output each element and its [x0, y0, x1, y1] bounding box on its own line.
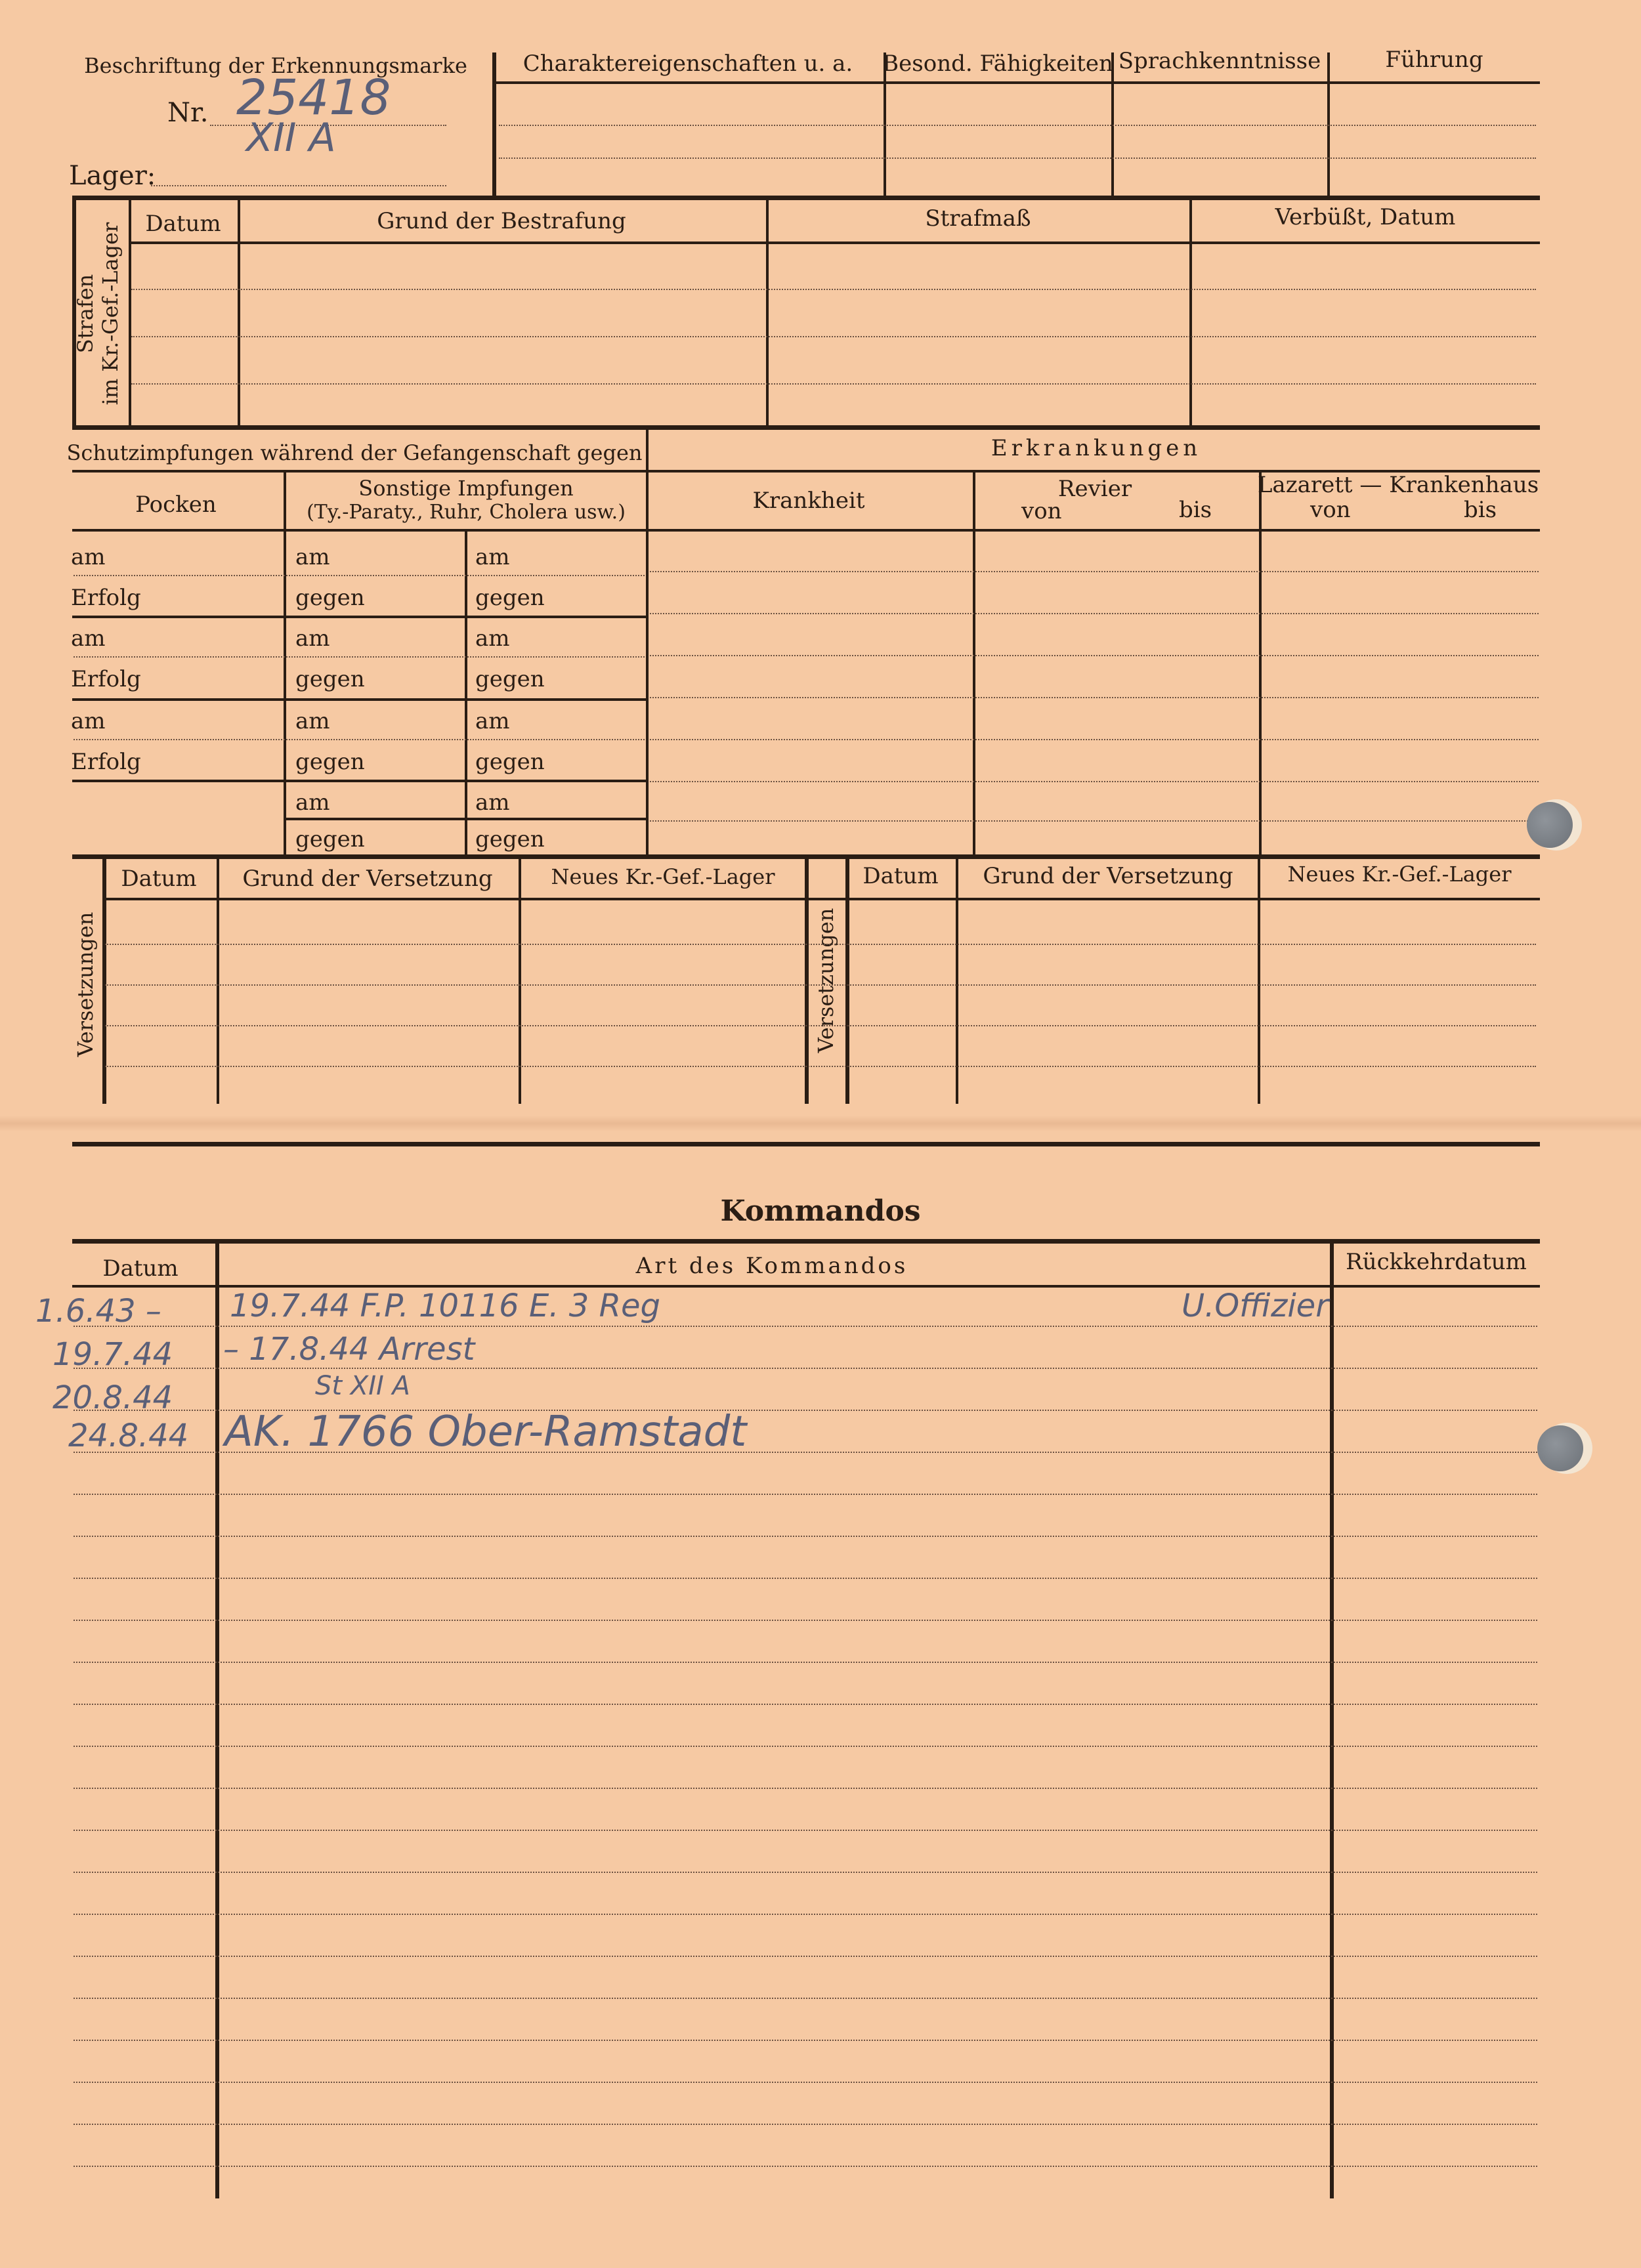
- kommando-row-line: [74, 1704, 1537, 1705]
- erkennungsmarke-label: Beschriftung der Erkennungsmarke: [84, 53, 467, 78]
- kommando-row-line: [74, 1326, 1537, 1327]
- sprachkenntnisse-header: Sprachkenntnisse: [1118, 48, 1321, 74]
- impf-b-gegen-2: gegen: [475, 666, 545, 692]
- kommando-row-line: [74, 1494, 1537, 1495]
- impf-b-gegen-3: gegen: [475, 749, 545, 775]
- strafen-side-label: Strafen: [73, 274, 98, 354]
- kommando-row-line: [74, 1452, 1537, 1453]
- kommando-row-line: [74, 1956, 1537, 1957]
- impf-a-am-1: am: [295, 544, 330, 570]
- kommando-3-art: St XII A: [315, 1371, 410, 1401]
- lager-label: Lager:: [69, 161, 156, 191]
- vers-left-datum-header: Datum: [121, 866, 197, 892]
- kommando-row-line: [74, 1662, 1537, 1663]
- fuehrung-header: Führung: [1385, 47, 1483, 73]
- impf-a-gegen-4: gegen: [295, 826, 365, 852]
- kommando-row-line: [74, 1830, 1537, 1831]
- revier-header: Revier: [1057, 476, 1132, 502]
- impf-b-am-2: am: [475, 625, 510, 652]
- impf-a-am-3: am: [295, 708, 330, 734]
- kommando-1-note: U.Offizier: [1182, 1288, 1329, 1324]
- revier-von: von: [1021, 498, 1062, 524]
- krankheit-header: Krankheit: [752, 488, 865, 514]
- punch-hole-upper: [1527, 802, 1573, 848]
- lazarett-header: Lazarett — Krankenhaus: [1257, 472, 1539, 498]
- pocken-erfolg-2: Erfolg: [71, 666, 141, 692]
- impf-b-gegen-4: gegen: [475, 826, 545, 852]
- impf-b-am-4: am: [475, 789, 510, 816]
- faehigkeiten-header: Besond. Fähigkeiten: [882, 51, 1113, 77]
- pocken-am-2: am: [71, 625, 106, 652]
- kommando-1-datum: 1.6.43 –: [35, 1293, 161, 1330]
- erkrankungen-title: Erkrankungen: [991, 435, 1202, 461]
- kommando-4-art: AK. 1766 Ober-Ramstadt: [224, 1408, 747, 1456]
- kommando-row-line: [74, 2082, 1537, 2083]
- versetzungen-side-label-right: Versetzungen: [813, 908, 838, 1053]
- strafen-datum-header: Datum: [145, 211, 221, 237]
- kommando-2-art: – 17.8.44 Arrest: [223, 1331, 475, 1368]
- kommando-row-line: [74, 1998, 1537, 1999]
- vers-right-datum-header: Datum: [863, 863, 939, 889]
- vers-right-lager-header: Neues Kr.-Gef.-Lager: [1287, 862, 1512, 887]
- vers-right-grund-header: Grund der Versetzung: [983, 863, 1233, 889]
- vers-left-lager-header: Neues Kr.-Gef.-Lager: [551, 864, 775, 889]
- nr-label: Nr.: [167, 98, 209, 128]
- versetzungen-side-label-left: Versetzungen: [73, 912, 98, 1057]
- pocken-erfolg-3: Erfolg: [71, 749, 141, 775]
- impf-a-gegen-2: gegen: [295, 666, 365, 692]
- kommando-row-line: [74, 1536, 1537, 1537]
- kommando-row-line: [74, 2166, 1537, 2167]
- lazarett-von: von: [1310, 497, 1351, 523]
- strafen-strafmass-header: Strafmaß: [925, 205, 1031, 232]
- kommando-row-line: [74, 1746, 1537, 1747]
- kommando-row-line: [74, 1788, 1537, 1789]
- impf-b-am-1: am: [475, 544, 510, 570]
- impf-a-am-2: am: [295, 625, 330, 652]
- kommando-row-line: [74, 2124, 1537, 2125]
- kommando-row-line: [74, 1368, 1537, 1369]
- pocken-header: Pocken: [135, 492, 217, 518]
- sonstige-impfungen-sub: (Ty.-Paraty., Ruhr, Cholera usw.): [307, 501, 626, 524]
- impf-b-am-3: am: [475, 708, 510, 734]
- kommandos-datum-header: Datum: [102, 1255, 179, 1282]
- kommandos-rueckkehr-header: Rückkehrdatum: [1346, 1249, 1527, 1275]
- kommando-row-line: [74, 1872, 1537, 1873]
- kommandos-art-header: Art des Kommandos: [635, 1253, 908, 1279]
- kommando-row-line: [74, 1914, 1537, 1915]
- strafen-grund-header: Grund der Bestrafung: [377, 208, 626, 234]
- kommando-2-datum: 19.7.44: [53, 1336, 173, 1373]
- kommando-3-datum: 20.8.44: [53, 1379, 173, 1416]
- kommando-row-line: [74, 1620, 1537, 1621]
- pocken-am-1: am: [71, 544, 106, 570]
- lager-value: XII A: [246, 115, 336, 161]
- kommando-row-line: [74, 1578, 1537, 1579]
- strafen-verbuesst-header: Verbüßt, Datum: [1275, 204, 1456, 230]
- kommandos-title: Kommandos: [720, 1194, 921, 1228]
- pocken-erfolg-1: Erfolg: [71, 585, 141, 611]
- impf-a-gegen-3: gegen: [295, 749, 365, 775]
- kommando-row-line: [74, 2040, 1537, 2041]
- impf-a-gegen-1: gegen: [295, 585, 365, 611]
- pocken-am-3: am: [71, 708, 106, 734]
- strafen-side-label-2: im Kr.-Gef.-Lager: [98, 222, 123, 406]
- impf-b-gegen-1: gegen: [475, 585, 545, 611]
- impf-a-am-4: am: [295, 789, 330, 816]
- punch-hole-lower: [1537, 1425, 1583, 1471]
- charakter-header: Charaktereigenschaften u. a.: [522, 51, 853, 77]
- vers-left-grund-header: Grund der Versetzung: [242, 866, 493, 892]
- kommando-1-art: 19.7.44 F.P. 10116 E. 3 Reg: [230, 1288, 660, 1324]
- sonstige-impfungen-header: Sonstige Impfungen: [358, 476, 574, 501]
- revier-bis: bis: [1179, 497, 1212, 523]
- nr-value: 25418: [236, 70, 391, 126]
- impfungen-title: Schutzimpfungen während der Gefangenschaft gegen: [66, 440, 643, 465]
- lazarett-bis: bis: [1464, 497, 1497, 523]
- kommando-row-line: [74, 1410, 1537, 1411]
- kommando-4-datum: 24.8.44: [68, 1418, 189, 1454]
